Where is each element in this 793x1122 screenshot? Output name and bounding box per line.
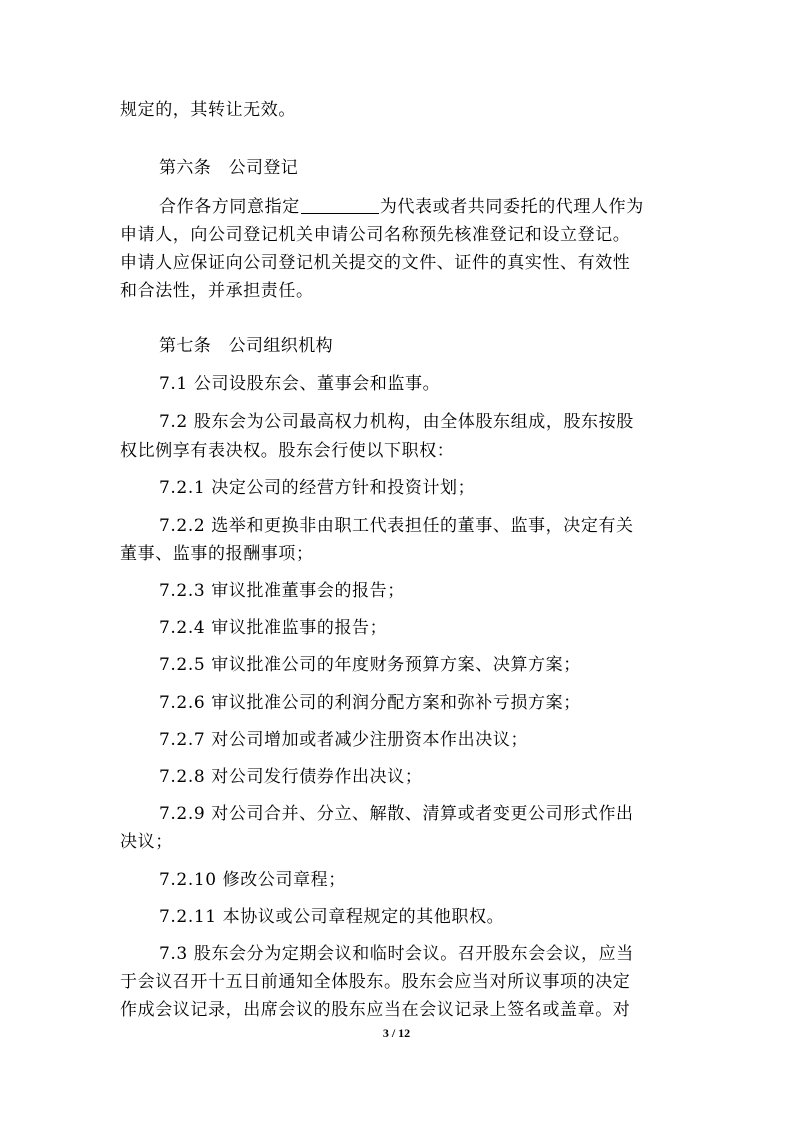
paragraph-line: 申请人，向公司登记机关申请公司名称预先核准登记和设立登记。 xyxy=(120,225,631,245)
clause-7-2-8: 7.2.8 对公司发行债券作出决议； xyxy=(159,767,423,787)
clause-7-3-continued: 作成会议记录，出席会议的股东应当在会议记录上签名或盖章。对 xyxy=(120,1000,631,1020)
paragraph-line: 和合法性，并承担责任。 xyxy=(120,281,314,301)
paragraph-text: 为代表或者共同委托的代理人作为 xyxy=(379,197,644,217)
clause-7-2-4: 7.2.4 审议批准监事的报告； xyxy=(159,618,388,638)
clause-7-2-9: 7.2.9 对公司合并、分立、解散、清算或者变更公司形式作出 xyxy=(159,804,634,824)
clause-7-2-10: 7.2.10 修改公司章程； xyxy=(159,870,346,890)
fill-in-blank xyxy=(301,197,379,214)
clause-7-1: 7.1 公司设股东会、董事会和监事。 xyxy=(159,374,441,394)
page-number: 3 / 12 xyxy=(382,1026,411,1040)
clause-7-2-9-continued: 决议； xyxy=(120,832,173,852)
clause-7-2: 7.2 股东会为公司最高权力机构，由全体股东组成，股东按股 xyxy=(159,412,634,432)
clause-7-2-2-continued: 董事、监事的报酬事项； xyxy=(120,544,314,564)
clause-7-2-6: 7.2.6 审议批准公司的利润分配方案和弥补亏损方案； xyxy=(159,693,581,713)
clause-7-3-continued: 于会议召开十五日前通知全体股东。股东会应当对所议事项的决定 xyxy=(120,972,631,992)
clause-7-2-2: 7.2.2 选举和更换非由职工代表担任的董事、监事，决定有关 xyxy=(159,516,634,536)
paragraph-line xyxy=(159,196,644,218)
paragraph-line: 申请人应保证向公司登记机关提交的文件、证件的真实性、有效性 xyxy=(120,253,631,273)
section-heading-article-7: 第七条 公司组织机构 xyxy=(159,336,333,356)
clause-7-2-3: 7.2.3 审议批准董事会的报告； xyxy=(159,581,405,601)
paragraph-text: 合作各方同意指定 xyxy=(159,197,300,217)
clause-7-2-11: 7.2.11 本协议或公司章程规定的其他职权。 xyxy=(159,907,505,927)
section-heading-article-6: 第六条 公司登记 xyxy=(159,158,299,178)
clause-7-3: 7.3 股东会分为定期会议和临时会议。召开股东会会议，应当 xyxy=(159,944,634,964)
paragraph-line: 规定的，其转让无效。 xyxy=(120,100,296,120)
clause-7-2-5: 7.2.5 审议批准公司的年度财务预算方案、决算方案； xyxy=(159,655,581,675)
clause-7-2-continued: 权比例享有表决权。股东会行使以下职权： xyxy=(120,441,455,461)
clause-7-2-7: 7.2.7 对公司增加或者减少注册资本作出决议； xyxy=(159,730,529,750)
clause-7-2-1: 7.2.1 决定公司的经营方针和投资计划； xyxy=(159,478,476,498)
